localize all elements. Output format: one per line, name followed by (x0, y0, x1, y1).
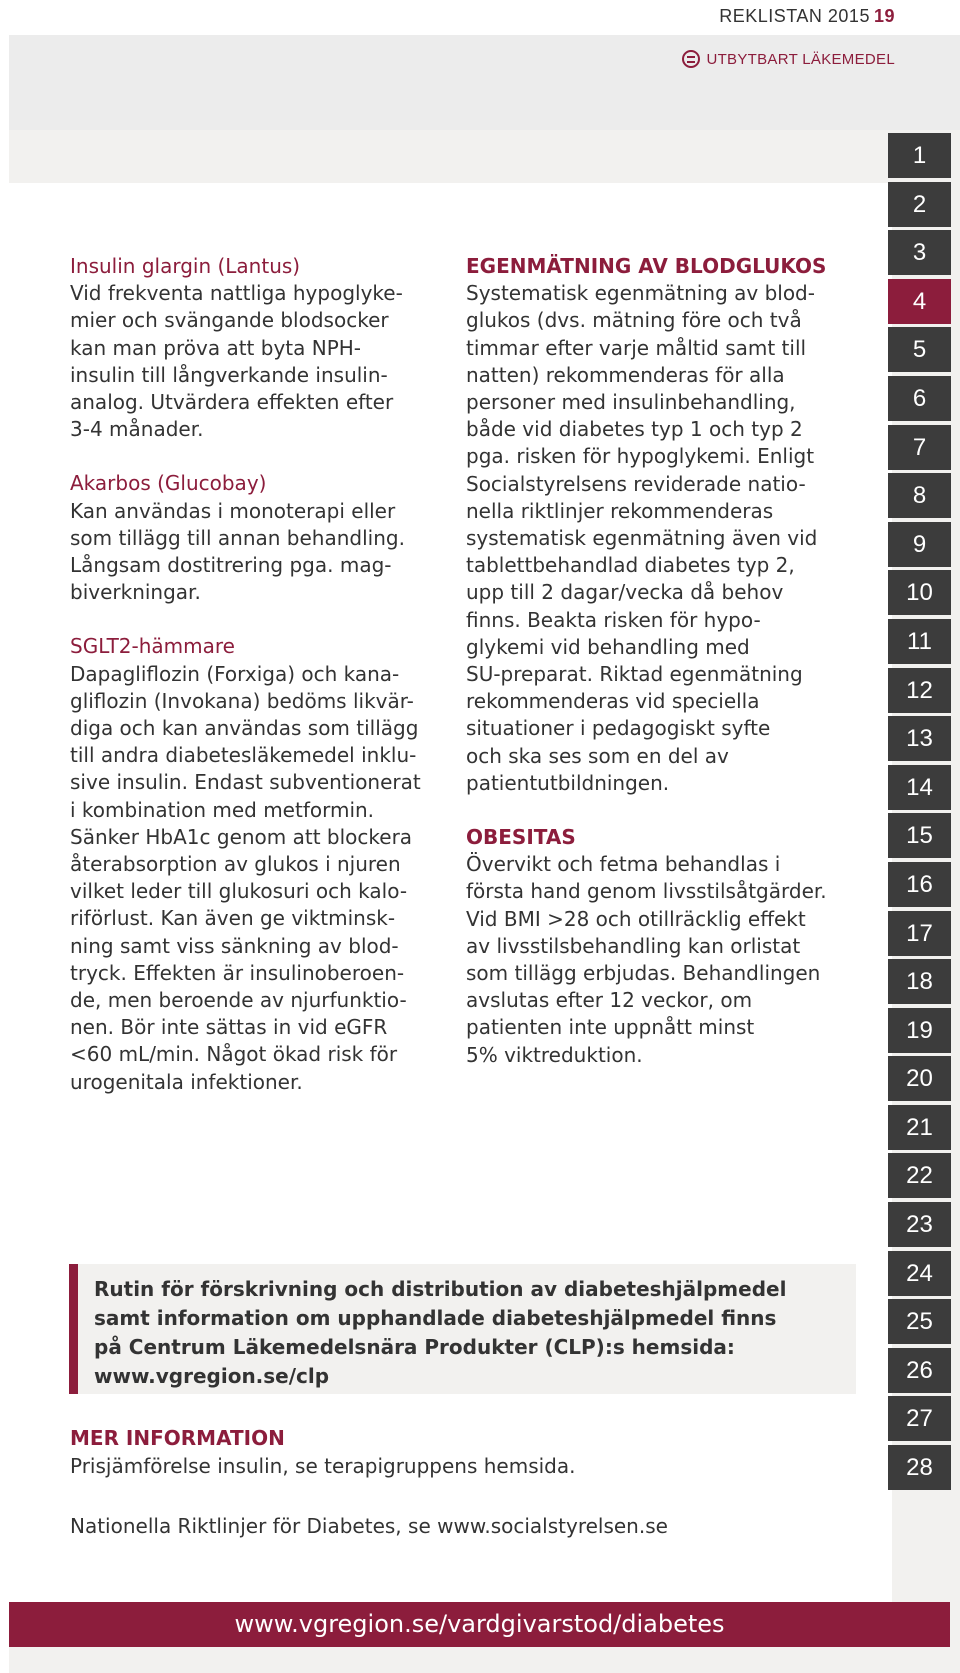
body-line: Vid frekventa nattliga hypoglyke- (70, 281, 403, 306)
body-line: de, men beroende av njurfunktio- (70, 988, 407, 1013)
chapter-tab-14[interactable]: 14 (888, 765, 951, 810)
chapter-tab-7[interactable]: 7 (888, 425, 951, 470)
chapter-tab-20[interactable]: 20 (888, 1056, 951, 1101)
body-line: Långsam dostitrering pga. mag- (70, 553, 392, 578)
body-line: sive insulin. Endast subventionerat (70, 770, 421, 795)
chapter-tab-1[interactable]: 1 (888, 133, 951, 178)
body-line: patientutbildningen. (466, 770, 670, 795)
chapter-tab-4[interactable]: 4 (888, 279, 951, 324)
legend-label: UTBYTBART LÄKEMEDEL (706, 50, 895, 68)
section-title: Akarbos (Glucobay) (70, 471, 267, 496)
body-line: finns. Beakta risken för hypo- (466, 607, 761, 632)
body-line: Sänker HbA1c genom att blockera (70, 824, 413, 849)
body-line: SU-preparat. Riktad egenmätning (466, 662, 803, 687)
left-column (70, 253, 450, 1096)
body-line: <60 mL/min. Något ökad risk för (70, 1042, 398, 1067)
body-line: Övervikt och fetma behandlas i (466, 852, 781, 877)
body-line: 3-4 månader. (70, 417, 204, 442)
body-line: avslutas efter 12 veckor, om (466, 988, 753, 1013)
body-line: som tillägg till annan behandling. (70, 525, 405, 550)
more-info-section (70, 1424, 770, 1480)
body-line: riförlust. Kan även ge viktminsk- (70, 906, 396, 931)
chapter-tab-19[interactable]: 19 (888, 1008, 951, 1053)
body-line: mier och svängande blodsocker (70, 308, 389, 333)
chapter-tab-3[interactable]: 3 (888, 230, 951, 275)
body-line: urogenitala infektioner. (70, 1069, 303, 1094)
body-line: till andra diabetesläkemedel inklu- (70, 743, 417, 768)
body-line: analog. Utvärdera effekten efter (70, 390, 394, 415)
section-title: SGLT2-hämmare (70, 634, 235, 659)
body-line: tryck. Effekten är insulinoberoen- (70, 960, 405, 985)
chapter-tab-16[interactable]: 16 (888, 862, 951, 907)
chapter-tab-11[interactable]: 11 (888, 619, 951, 664)
body-line: Vid BMI >28 och otillräcklig effekt (466, 906, 806, 931)
body-line: insulin till långverkande insulin- (70, 362, 388, 387)
body-line: rekommenderas vid speciella (466, 689, 760, 714)
chapter-tab-2[interactable]: 2 (888, 182, 951, 227)
body-line: glukos (dvs. mätning före och två (466, 308, 802, 333)
more-info-title: MER INFORMATION (70, 1426, 285, 1450)
page-number: 19 (873, 6, 895, 26)
body-line: diga och kan användas som tillägg (70, 716, 419, 741)
section-title: EGENMÄTNING AV BLODGLUKOS (466, 254, 827, 278)
chapter-tab-27[interactable]: 27 (888, 1396, 951, 1441)
chapter-tab-28[interactable]: 28 (888, 1445, 951, 1490)
section-gap (70, 443, 450, 470)
section-title: Insulin glargin (Lantus) (70, 254, 301, 278)
clp-info-box (69, 1264, 856, 1394)
interchangeable-drug-legend (682, 50, 895, 68)
body-line: biverkningar. (70, 580, 201, 605)
body-line: natten) rekommenderas för alla (466, 362, 785, 387)
body-line: av livsstilsbehandling kan orlistat (466, 933, 801, 958)
body-line: återabsorption av glukos i njuren (70, 852, 401, 877)
chapter-tab-9[interactable]: 9 (888, 522, 951, 567)
chapter-tab-26[interactable]: 26 (888, 1348, 951, 1393)
section-gap (70, 606, 450, 633)
body-line: första hand genom livsstilsåtgärder. (466, 879, 827, 904)
section-gap (466, 797, 866, 824)
body-line: timmar efter varje måltid samt till (466, 335, 807, 360)
chapter-tab-18[interactable]: 18 (888, 959, 951, 1004)
body-line: Dapagliflozin (Forxiga) och kana- (70, 661, 400, 686)
chapter-tab-22[interactable]: 22 (888, 1153, 951, 1198)
chapter-tab-13[interactable]: 13 (888, 716, 951, 761)
chapter-tab-17[interactable]: 17 (888, 911, 951, 956)
info-box-line: www.vgregion.se/clp (94, 1364, 330, 1388)
body-line: ning samt viss sänkning av blod- (70, 933, 399, 958)
chapter-tab-24[interactable]: 24 (888, 1251, 951, 1296)
more-info-text: Prisjämförelse insulin, se terapigruppens hemsida. (70, 1454, 576, 1478)
body-line: Systematisk egenmätning av blod- (466, 281, 815, 306)
body-line: patienten inte uppnått minst (466, 1015, 755, 1040)
section-title: OBESITAS (466, 825, 576, 850)
body-line: som tillägg erbjudas. Behandlingen (466, 961, 821, 986)
body-line: både vid diabetes typ 1 och typ 2 (466, 417, 803, 442)
body-line: tablettbehandlad diabetes typ 2, (466, 553, 795, 578)
body-line: i kombination med metformin. (70, 797, 375, 822)
body-line: nen. Bör inte sättas in vid eGFR (70, 1015, 388, 1040)
chapter-tab-5[interactable]: 5 (888, 327, 951, 372)
body-line: och ska ses som en del av (466, 743, 729, 768)
chapter-tab-12[interactable]: 12 (888, 668, 951, 713)
body-line: personer med insulinbehandling, (466, 390, 796, 415)
body-line: kan man pröva att byta NPH- (70, 335, 362, 360)
running-header (719, 6, 895, 27)
body-line: 5% viktreduktion. (466, 1042, 643, 1067)
info-box-line: på Centrum Läkemedelsnära Produkter (CLP):s hemsida: (94, 1335, 735, 1359)
chapter-tab-10[interactable]: 10 (888, 570, 951, 615)
equals-circle-icon (682, 50, 700, 68)
right-column (466, 253, 866, 1069)
info-box-line: samt information om upphandlade diabeteshjälpmedel finns (94, 1306, 777, 1330)
publication-title: REKLISTAN 2015 (719, 6, 870, 26)
body-line: vilket leder till glukosuri och kalo- (70, 879, 408, 904)
body-line: nella riktlinjer rekommenderas (466, 498, 774, 523)
chapter-tabs (888, 133, 951, 1494)
chapter-tab-8[interactable]: 8 (888, 473, 951, 518)
chapter-tab-21[interactable]: 21 (888, 1105, 951, 1150)
body-line: situationer i pedagogiskt syfte (466, 716, 771, 741)
body-line: pga. risken för hypoglykemi. Enligt (466, 444, 815, 469)
body-line: systematisk egenmätning även vid (466, 526, 818, 551)
body-line: glykemi vid behandling med (466, 634, 750, 659)
national-guidelines-note: Nationella Riktlinjer för Diabetes, se www.socialstyrelsen.se (70, 1514, 668, 1538)
footer-url-bar[interactable]: www.vgregion.se/vardgivarstod/diabetes (9, 1602, 950, 1647)
chapter-tab-23[interactable]: 23 (888, 1202, 951, 1247)
chapter-tab-15[interactable]: 15 (888, 813, 951, 858)
body-line: upp till 2 dagar/vecka då behov (466, 580, 784, 605)
body-line: Socialstyrelsens reviderade natio- (466, 471, 806, 496)
info-box-line: Rutin för förskrivning och distribution av diabeteshjälpmedel (94, 1277, 787, 1301)
body-line: gliflozin (Invokana) bedöms likvär- (70, 688, 414, 713)
chapter-tab-6[interactable]: 6 (888, 376, 951, 421)
body-line: Kan användas i monoterapi eller (70, 498, 396, 523)
chapter-tab-25[interactable]: 25 (888, 1299, 951, 1344)
